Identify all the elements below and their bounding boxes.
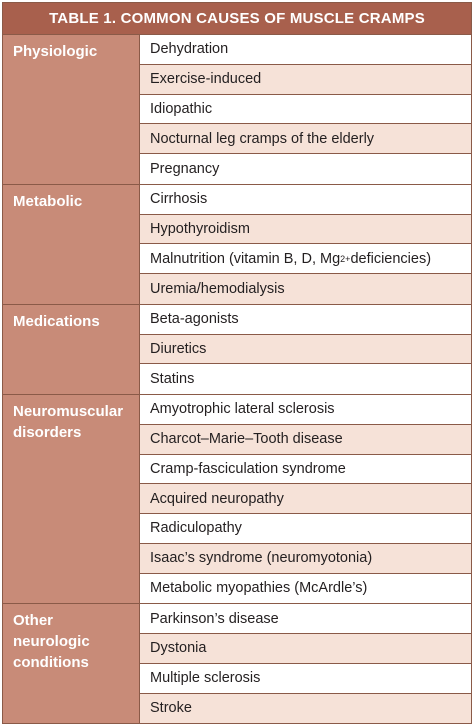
category-group (3, 35, 471, 185)
category-label: Other neurologic conditions (3, 604, 140, 723)
cause-item: Nocturnal leg cramps of the elderly (140, 124, 471, 154)
cause-item: Acquired neuropathy (140, 484, 471, 514)
category-group (3, 604, 471, 723)
cause-item: Amyotrophic lateral sclerosis (140, 395, 471, 425)
cause-item: Isaac’s syndrome (neuromyotonia) (140, 544, 471, 574)
table-title: TABLE 1. COMMON CAUSES OF MUSCLE CRAMPS (3, 3, 471, 35)
cause-item: Parkinson’s disease (140, 604, 471, 634)
cause-list (140, 185, 471, 304)
cause-item: Stroke (140, 694, 471, 724)
cause-item: Malnutrition (vitamin B, D, Mg 2+ deficiencies) (140, 244, 471, 274)
category-group (3, 395, 471, 604)
cause-item: Uremia/hemodialysis (140, 274, 471, 304)
cause-item: Dehydration (140, 35, 471, 65)
cause-item: Radiculopathy (140, 514, 471, 544)
cause-item: Idiopathic (140, 95, 471, 125)
cause-item: Diuretics (140, 335, 471, 365)
cause-item: Multiple sclerosis (140, 664, 471, 694)
cause-item: Metabolic myopathies (McArdle’s) (140, 574, 471, 604)
cause-item: Pregnancy (140, 154, 471, 184)
category-group (3, 185, 471, 305)
category-label: Physiologic (3, 35, 140, 184)
cause-item: Hypothyroidism (140, 215, 471, 245)
cause-item: Cramp-fasciculation syndrome (140, 455, 471, 485)
category-label: Metabolic (3, 185, 140, 304)
causes-table (2, 2, 472, 724)
cause-item: Statins (140, 364, 471, 394)
cause-item: Cirrhosis (140, 185, 471, 215)
table-body (3, 35, 471, 723)
cause-item: Exercise-induced (140, 65, 471, 95)
category-label: Neuromuscular disorders (3, 395, 140, 603)
cause-item: Beta-agonists (140, 305, 471, 335)
cause-list (140, 604, 471, 723)
category-label: Medications (3, 305, 140, 394)
cause-list (140, 35, 471, 184)
category-group (3, 305, 471, 395)
cause-item: Charcot–Marie–Tooth disease (140, 425, 471, 455)
cause-list (140, 395, 471, 603)
cause-list (140, 305, 471, 394)
cause-item: Dystonia (140, 634, 471, 664)
